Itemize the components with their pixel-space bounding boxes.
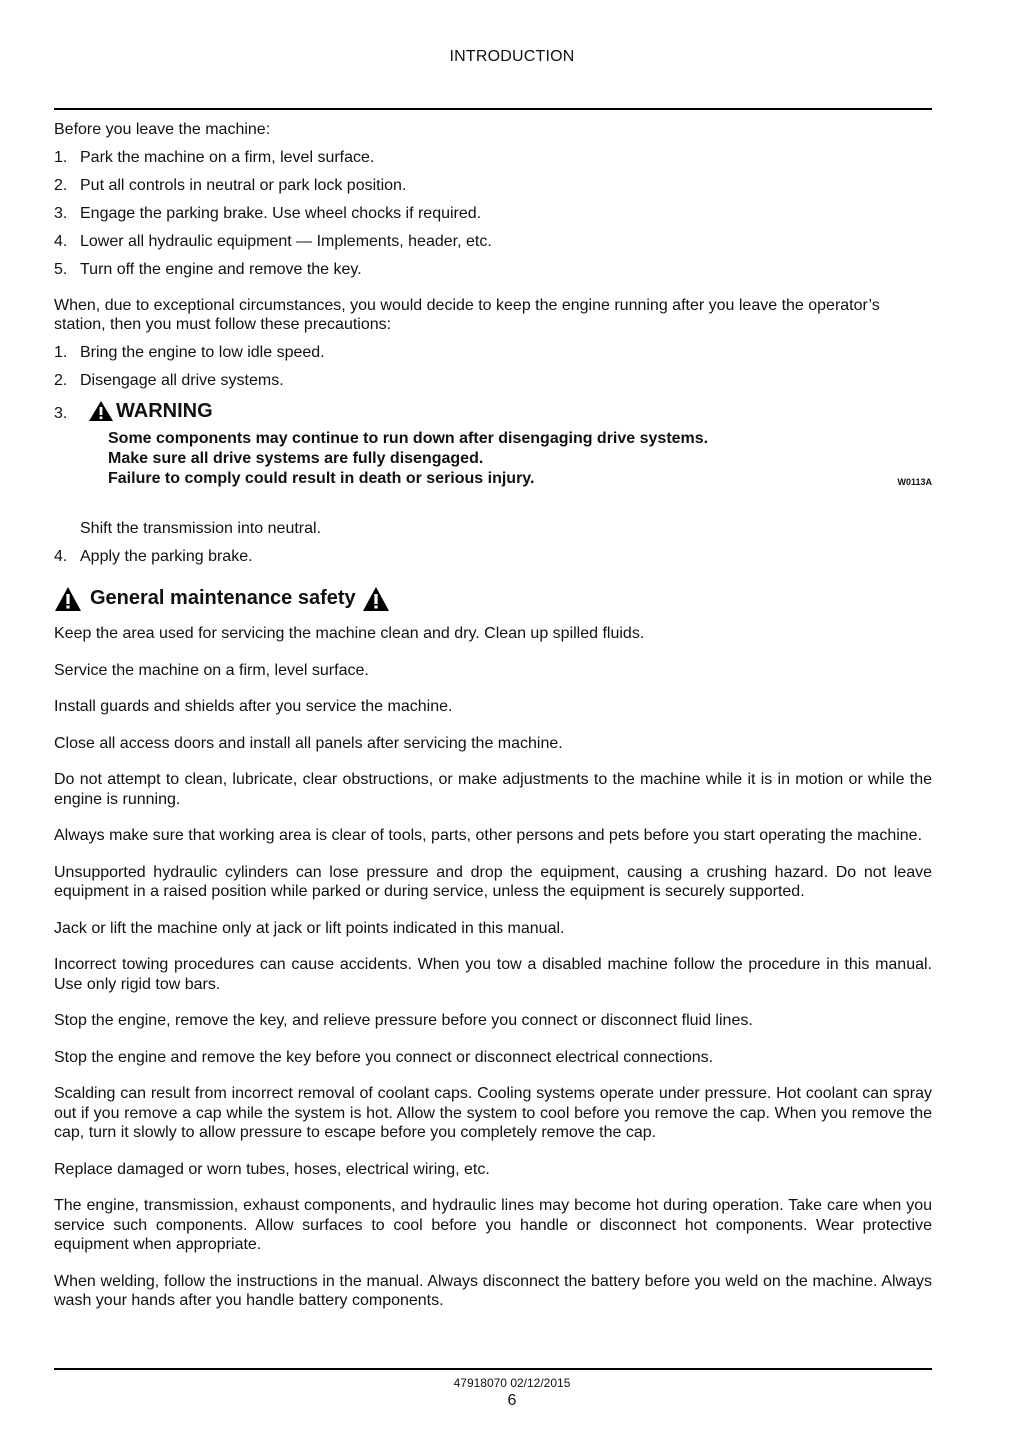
leave-machine-intro: Before you leave the machine: [54,121,271,138]
paragraph: Stop the engine, remove the key, and relieve pressure before you connect or disconnect fluid lines. [54,1012,753,1029]
paragraph: Jack or lift the machine only at jack or lift points indicated in this manual. [54,919,565,937]
warning-triangle-icon [362,586,390,612]
paragraph: The engine, transmission, exhaust components, and hydraulic lines may become hot during operation. Take care when you service such components. Allow surfaces to cool before you handle or disconnect hot components. Wear protective equipment when appropriate. [54,1197,932,1253]
list-item: 4. Lower all hydraulic equipment — Implements, header, etc. [54,233,492,250]
warning-heading [88,399,213,423]
paragraph: Always make sure that working area is clear of tools, parts, other persons and pets before you start operating the machine. [54,827,923,844]
document-code: 47918070 02/12/2015 [453,1376,571,1390]
paragraph: Incorrect towing procedures can cause accidents. When you tow a disabled machine follow the procedure in this manual. Use only rigid tow bars. [54,956,932,993]
warning-triangle-icon [54,586,82,612]
engine-running-intro: When, due to exceptional circumstances, you would decide to keep the engine running after you leave the operator’s station, then you must follow these precautions: [54,296,880,333]
warning-title: WARNING [116,399,213,422]
list-item: 5. Turn off the engine and remove the key. [54,261,362,278]
warning-block [54,399,932,497]
warning-text: Some components may continue to run down after disengaging drive systems. Make sure all drive systems are fully disengaged. Failure to comply could result in death or serious injury. [108,429,709,487]
step3-text: Shift the transmission into neutral. [80,519,322,537]
list-number: 3. [54,404,68,422]
list-item: 2. Put all controls in neutral or park lock position. [54,177,407,194]
paragraph: Do not attempt to clean, lubricate, clear obstructions, or make adjustments to the machine while it is in motion or while the engine is running. [54,771,932,808]
list-item: 3. Engage the parking brake. Use wheel chocks if required. [54,205,482,222]
paragraph: Close all access doors and install all panels after servicing the machine. [54,734,563,752]
paragraph: Service the machine on a firm, level surface. [54,661,369,679]
section-heading [54,584,932,614]
paragraph: When welding, follow the instructions in the manual. Always disconnect the battery before you weld on the machine. Always wash your hands after you handle battery components. [54,1272,932,1309]
paragraph: Stop the engine and remove the key before you connect or disconnect electrical connections. [54,1048,714,1066]
warning-code: W0113A [897,476,932,487]
paragraph: Replace damaged or worn tubes, hoses, electrical wiring, etc. [54,1160,490,1178]
paragraph: Install guards and shields after you service the machine. [54,698,453,715]
list-item: 1. Park the machine on a firm, level surface. [54,149,375,166]
paragraph: Unsupported hydraulic cylinders can lose pressure and drop the equipment, causing a crushing hazard. Do not leave equipment in a raised position while parked or during service, unless the equipment is securely supported. [54,863,932,900]
page-number: 6 [507,1392,517,1409]
list-item: 4. Apply the parking brake. [54,547,253,565]
paragraph: Scalding can result from incorrect removal of coolant caps. Cooling systems operate under pressure. Hot coolant can spray out if you remove a cap while the system is hot. Allow the system to cool before you remove the cap. When you remove the cap, turn it slowly to allow pressure to escape before you completely remove the cap. [54,1085,932,1141]
warning-triangle-icon [88,400,114,422]
list-item: 1. Bring the engine to low idle speed. [54,344,325,361]
page-header-title: INTRODUCTION [449,48,575,65]
list-item: 2. Disengage all drive systems. [54,372,284,389]
header-divider [54,108,932,110]
footer-divider [54,1368,932,1370]
page-content [54,120,932,1311]
section-title: General maintenance safety [90,587,356,610]
paragraph: Keep the area used for servicing the machine clean and dry. Clean up spilled fluids. [54,625,645,642]
